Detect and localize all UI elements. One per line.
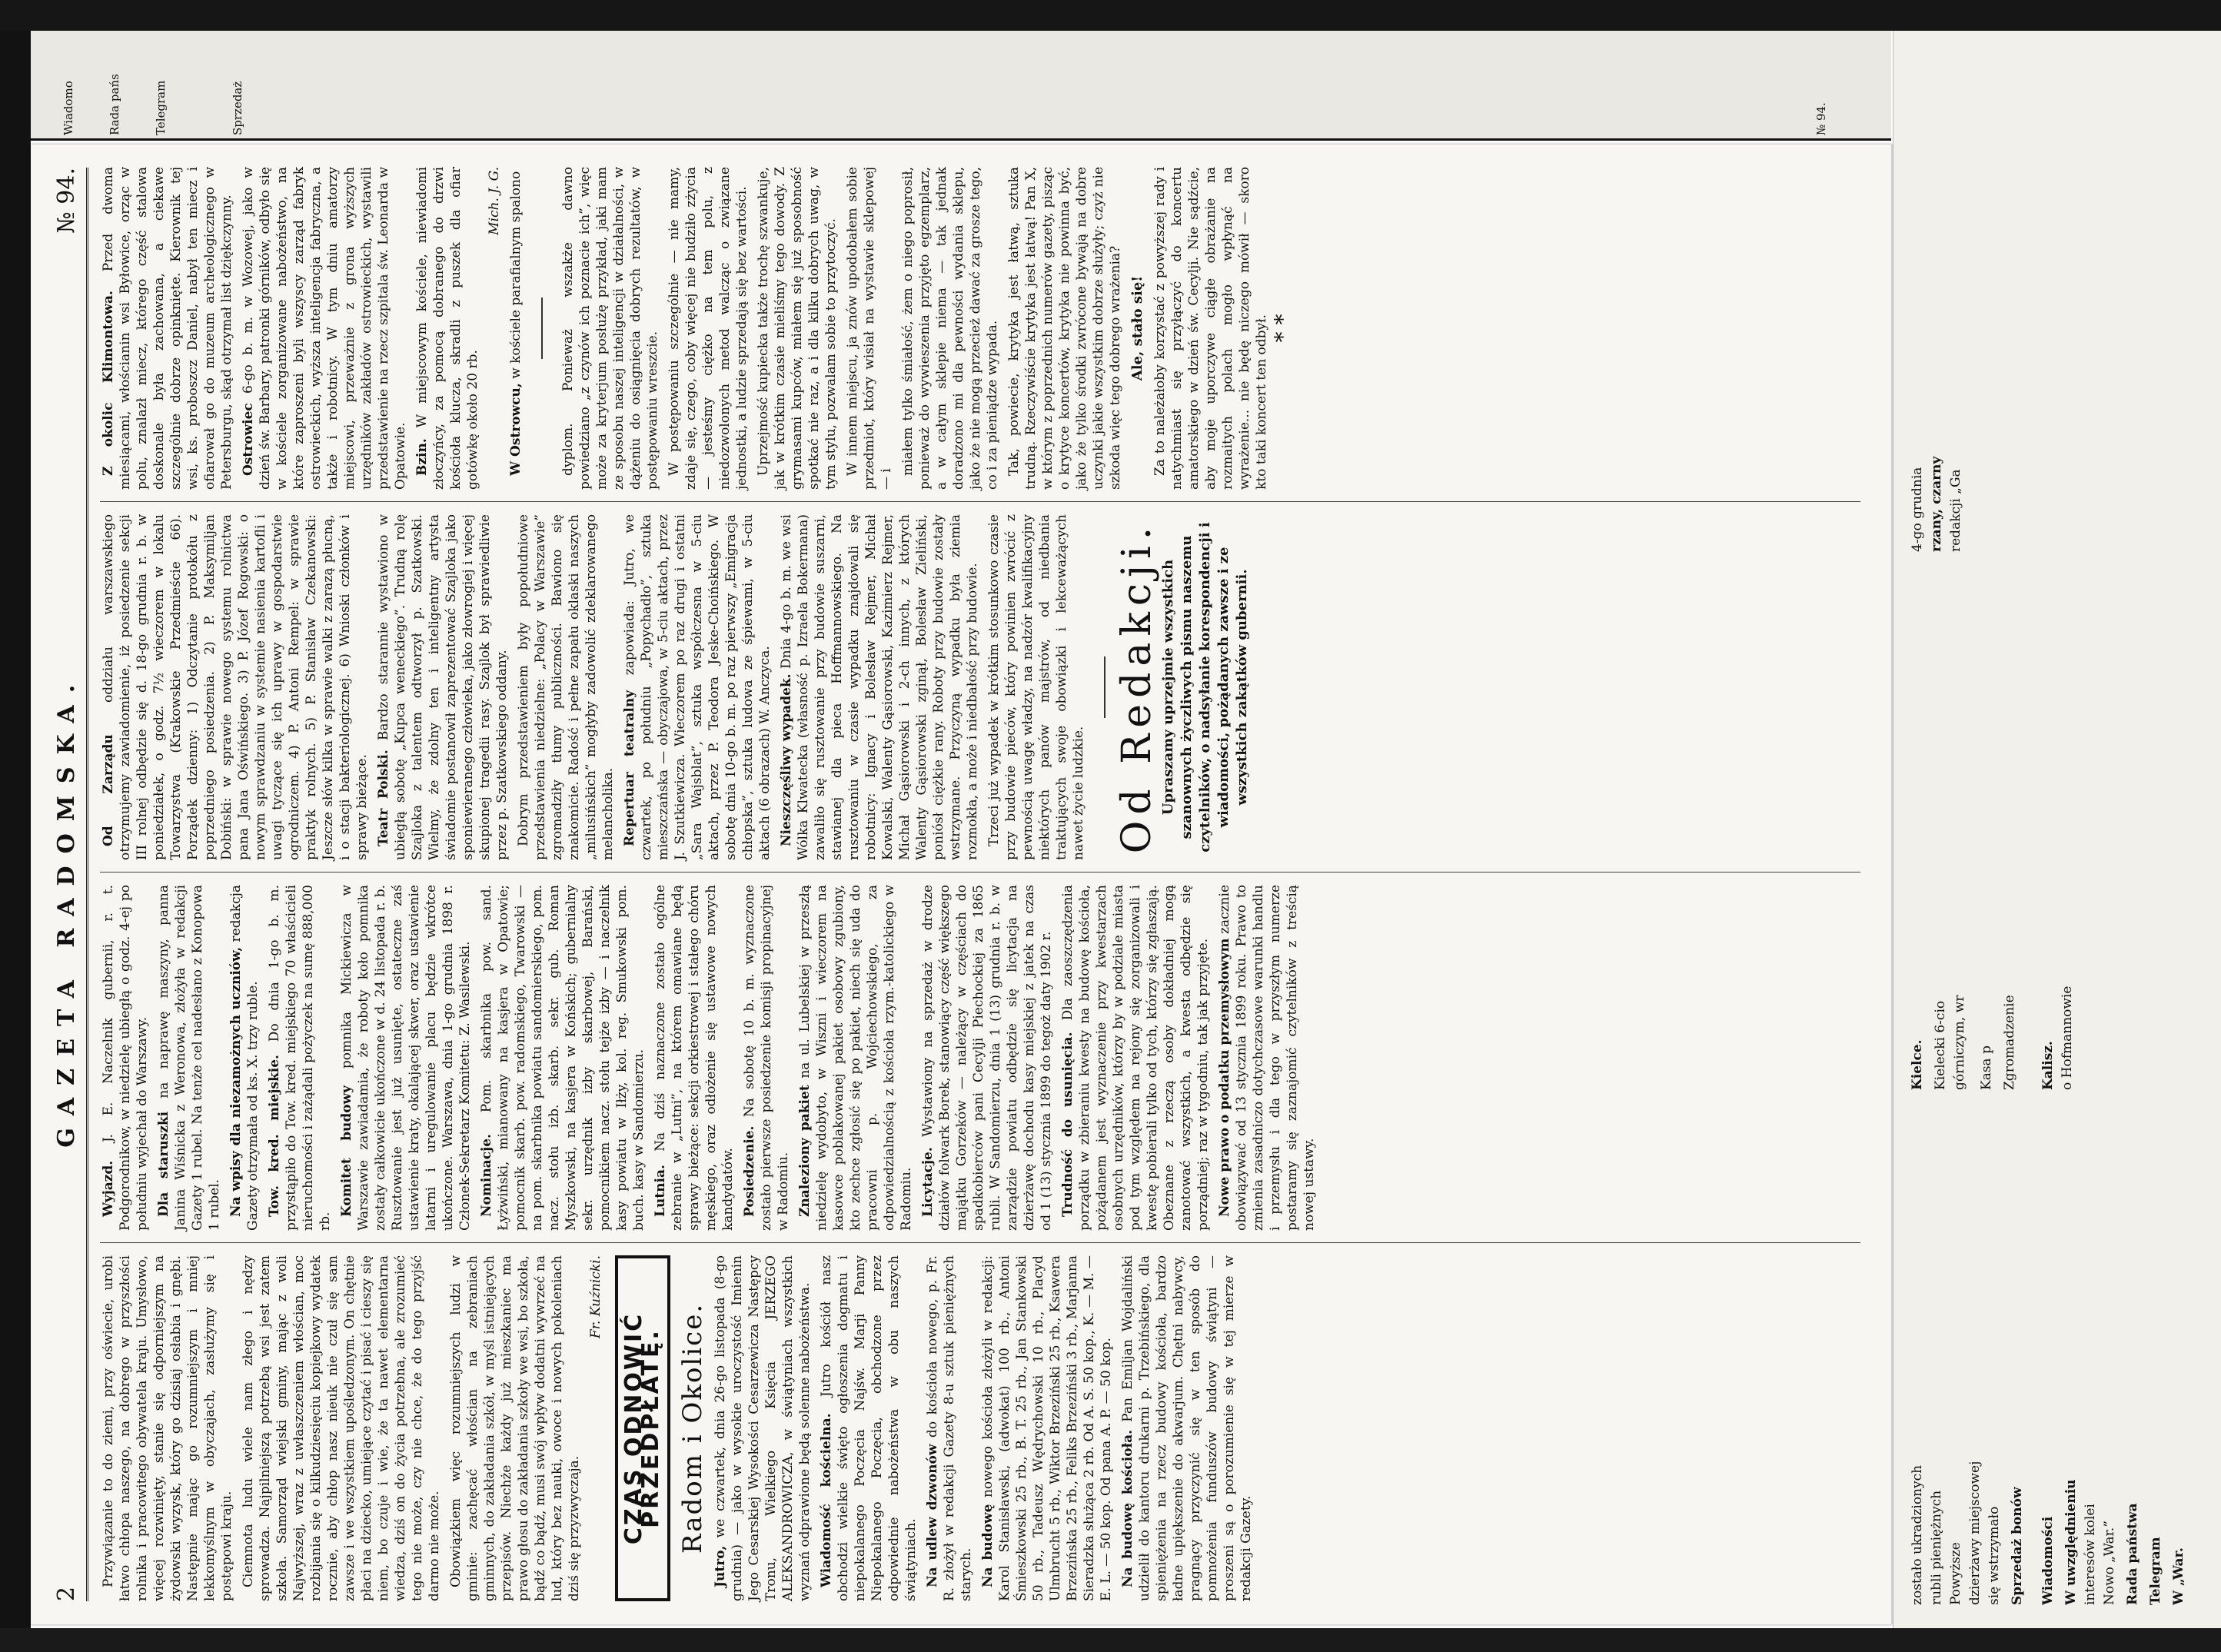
fragment-heading xyxy=(2009,1144,2026,1605)
paragraph: Ciemnota ludu wiele nam złego i nędzy sprowadza. Najpilniejszą potrzebą wsi jest zatem szkoła. Samorząd wiejski gminy, mając z woli Najwyższej, wraz z uwłaszczeniem włościan, moc rozbijania się o kilkudziesięciu kopiejkowy wydatek rocznie, aby chłop nasz nieuk nie czuł się sam zawsze i we wszystkiem upośledzonym. On chętnie płaci na dziecko, umiejące czytać i pisać i cieszy się niem, bo czuje i wie, że ta nawet elementarna wiedza, dziś on do życia potrzebna, ale zrozumieć tego nie może, czy nie chce, że do tego przyjść darmo nie może. xyxy=(241,1255,442,1601)
column-2 xyxy=(100,877,1860,1238)
issue-number: № 94. xyxy=(52,168,80,234)
fragment-line: interesów kolei xyxy=(2083,1504,2098,1605)
paragraph: Uprzejmość kupiecka także trochę szwankuje, jak w krótkim czasie mieliśmy tego dowody. Z grymasami kupców, miałem się już sposobność spotkać nie raz, a i dla kilku dobrych uwag, w tym stylu, pozwalam sobie to przytoczyć. xyxy=(756,167,839,490)
news-item xyxy=(818,1255,919,1601)
fragment-line: Kasa p xyxy=(1979,1045,1994,1090)
fragment-line: Kielecki 6-cio xyxy=(1933,1000,1948,1090)
paragraph: W innem miejscu, ja znów upodobałem sobie przedmiot, który wisiał na wystawie sklepowej — i xyxy=(845,167,894,490)
news-item xyxy=(100,885,151,1231)
paragraph: Obowiązkiem więc rozumniejszych ludzi w gminie: zachęcać włościan na zebraniach gminnych, do zakładania szkół, w myśl istniejących przepisów. Niechże każdy już mieszkaniec ma prawo głosu do zakładania szkoły we wsi, bo szkoła, bądź co bądź, musi swój wpływ dodatni wywrzeć na lud, który bez nauki, owoce i nowych pokoleniach dziś się przyzwyczaja. xyxy=(448,1255,582,1601)
news-lead: Wiadomość kościelna. xyxy=(819,1413,834,1587)
news-text: na naprawę maszyny, panna Janina Wiśnicka z Weronowa, złożyła w redakcji Gazety 1 rubel. Na tenże cel nadesłano z Konopowa 1 rubel. xyxy=(156,885,222,1231)
news-item xyxy=(338,885,474,1231)
fragment-heading xyxy=(2063,1144,2080,1605)
news-item xyxy=(924,1255,975,1601)
news-lead: Dla staruszki xyxy=(156,1111,171,1217)
news-text: Dla zaoszczędzenia porządku w zbieraniu kwesty na budowę kościoła, pożądanem jest wyznaczenie przy kwestarzach osobnych urzędników, którzy by w podziale miasta pod tym względem na rejony się zorganizowali i kwestę pobierali tylko od tych, którzy się zgłaszają. Obeznane z rzeczą osoby dokładniej mogą zanotować wszystkich, a kwesta odbędzie się porządniej; raz w tygodniu, tak jak przyjęte. xyxy=(1060,884,1211,1231)
prev-page-line: Wiadomo xyxy=(62,81,75,135)
news-text: Przed dwoma miesiącami, włościanin wsi Byłowice, orząc w polu, znalazł miecz, którego część stalowa doskonale była zachowana, a ciekawe szczególnie dobrze opinknięte. Kierownik tej wsi, ks. proboszcz Daniel, nabył ten miecz i ofiarował go do muzeum archeologicznego w Petersburgu, skąd otrzymał list dziękczynny. xyxy=(101,167,234,490)
column-1 xyxy=(100,1248,1860,1609)
news-text: Jutro kościół nasz obchodzi wielkie święto ogłoszenia dogmatu i niepokalanego Poczęcia Najśw. Marji Panny Niepokalanego Poczęcia, obchodzone przez odpowiednie nabożeństwa w obu naszych świątyniach. xyxy=(819,1255,919,1601)
news-text: nowego kościoła złożyli w redakcji: Karol Stanisławski, (adwokat) 100 rb., Antoni Śmieszkowski 25 rb., B. T. 25 rb., Jan Stankowski 50 rb., Tadeusz Wędrychowski 10 rb., Placyd Ulmbrucht 5 rb., Wiktor Brzeziński 25 rb., Ksawera Brzezińska 25 rb., Feliks Brzeziński 3 rb., Marjanna Sieradzka służąca 2 rb. Od A. S. 50 kop., K. — M. — E. L. — 50 kop. Od pana A. P. — 50 kop. xyxy=(980,1255,1114,1601)
news-item xyxy=(240,167,409,490)
news-text: W miejscowym kościele, niewiadomi złoczyńcy, za pomocą dobranego do drzwi kościoła klucza, skradli z puszek dla ofiar gotówkę około 20 rb. xyxy=(414,167,480,490)
fragment-bold: Wiadomości xyxy=(2040,1516,2056,1605)
scanner-edge-top xyxy=(0,0,2221,31)
news-lead: Na udlew dzwonów xyxy=(925,1444,940,1587)
fragment-bold: W uwzględnieniu xyxy=(2063,1479,2079,1605)
scanner-edge-left xyxy=(0,0,31,1652)
news-text: J. E. Naczelnik gubernii, r. t. Podgorodnikow, w niedzielę ubiegłą o godz. 4-ej po południu wyjechał do Warszawy. xyxy=(101,885,150,1231)
fragment-bold: Sprzedaż bonów xyxy=(2010,1487,2025,1605)
fragment-line: 4-go grudnia xyxy=(1910,467,1925,552)
news-lead: Znaleziony pakiet xyxy=(797,1085,813,1217)
newspaper-page xyxy=(31,145,1893,1624)
news-item xyxy=(507,167,524,490)
news-text: 6-go b. m. w Wozowej, jako w dzień św. Barbary, patronki górników, odbyło się w kościele zorganizowane nabożeństwo, na które zaproszeni byli wszyscy zarząd fabryk ostrowieckich, wyższa inteligencja fabryczna, a także i robotnicy. W tym dniu amatorzy miejscowi, przeważnie z grona wyższych urzędników zakładów ostrowieckich, wystawili przedstawienie na rzecz szpitala św. Leonarda w Opatowie. xyxy=(241,167,408,490)
news-item xyxy=(621,514,773,860)
news-text: we czwartek, dnia 26-go listopada (8-go grudnia) — jako w wysokie uroczystość Imienin Jego Cesarskiej Wysokości Cesarzewicza Następcy Tronu, Wielkiego Księcia JERZEGO ALEKSANDROWICZA, w świątyniach wszystkich wyznań odprawione będą solenne nabożeństwa. xyxy=(713,1255,813,1601)
news-lead: Na budowę kościoła. xyxy=(1120,1429,1135,1587)
fragment-line: Nowo „War.” xyxy=(2102,1521,2117,1605)
news-lead: Komitet budowy xyxy=(339,1085,354,1217)
news-text: zapowiada: Jutro, we czwartek, po południu „Popychadło”, sztuka mieszczańska — obyczajowa, w 5-ciu aktach, przez J. Szutkiewicza. Wieczorem po raz drugi i ostatni „Sara Wajsblat”, sztuka współczesna w 5-ciu aktach, przez P. Teodora Jeske-Choińskiego. W sobotę dnia 10-go b. m. po raz pierwszy „Emigracja chłopska”, sztuka ludowa ze śpiewami, w 5-ciu aktach (6 obrazach) W. Anczyca. xyxy=(622,514,773,860)
news-lead: Wyjazd. xyxy=(101,1160,116,1217)
news-lead: Trudność do usunięcia. xyxy=(1060,1032,1076,1217)
fragment-heading xyxy=(2170,1144,2187,1605)
masthead-title: GAZETA RADOMSKA. xyxy=(52,672,80,1148)
signature: Fr. Kuźnicki. xyxy=(588,1255,603,1339)
news-item xyxy=(1059,885,1212,1231)
signature: Mich. J. G. xyxy=(487,167,502,235)
fragment-heading xyxy=(2124,1144,2141,1605)
masthead xyxy=(46,168,88,1601)
fragment-bold: Rada państwa xyxy=(2125,1503,2140,1605)
news-item xyxy=(796,885,915,1231)
fragment-line: o Hofmannowie xyxy=(2060,986,2075,1090)
column-rule xyxy=(100,872,1860,873)
news-item xyxy=(712,1255,813,1601)
paragraph: Dobrym przedstawieniem były popołudniowe przedstawienia niedzielne: „Polacy w Warszawie” zgromadziły tłumy publiczności. Bawiono się znakomicie. Radość i pełne zapału oklaski naszych „milusińskich” mogłyby zadowolić zdeklarowanego melancholika. xyxy=(516,514,616,860)
paragraph: miałem tylko śmiałość, żem o niego poprosił, ponieważ do wywieszenia przyjęto egzemplarz, a w całym sklepie niema — tak jednak doradzono mi dla pewności wydania sklepu, jako że nie mogą przecież dawać za grosze tego, co i za pieniądze wypada. xyxy=(900,167,1000,490)
news-item xyxy=(478,885,647,1231)
fragment-heading xyxy=(2147,1144,2164,1605)
fragment-line: rubli pieniężnych xyxy=(1929,1490,1944,1605)
column-3 xyxy=(100,507,1860,868)
news-lead: Licytacje. xyxy=(920,1147,936,1217)
news-lead: Na wpisy dla niezamożnych uczniów, xyxy=(228,946,244,1217)
prev-page-line: Rada pańs xyxy=(108,74,121,135)
news-item xyxy=(919,885,1055,1231)
news-lead: Od Zarządu xyxy=(101,734,116,846)
news-text: redakcja Gazety otrzymała od ks. X. trzy ruble. xyxy=(228,885,261,1231)
news-item xyxy=(100,167,235,490)
paragraph: Trzeci już wypadek w krótkim stosunkowo czasie przy budowie pieców, który powinien zwrócić z pewnością uwagę władzy, na nadzór kwalifikacyjny niektórych panów majstrów, od niedbania traktujących swoje obowiązki i lekceważących nawet życie ludzkie. xyxy=(986,514,1086,860)
news-lead: Na budowę xyxy=(980,1504,996,1587)
fragment-bold: Telegram xyxy=(2148,1537,2163,1605)
fragment-heading xyxy=(1909,629,1926,1090)
news-text: na ul. Lubelskiej w przeszłą niedzielę wydobyto, w Wiszni i wieczorem na kasowce poblakowanej pakiet osobowy zgubiony, kto zechce zgłosić się po pakiet, niech się uda do pracowni p. Wojciechowskiego, za odpowiedzialnością z kościoła rzym.-katolickiego w Radomiu. xyxy=(797,885,914,1231)
fragment-line: dzierżawy miejscowej xyxy=(1967,1461,1983,1605)
news-text: Pan Emiljan Wojdaliński udzielił do kantoru drukarni p. Trzebińskiego, dla spieniężenia na rzecz budowy kościoła, bardzo ładne upiększenie do akwarjum. Chętni nabywcy, pragnący przyczynić się w ten sposób do pomnożenia funduszów budowy świątyni — proszeni są o porozumienie się w tej mierze w redakcji Gazety. xyxy=(1120,1255,1254,1601)
news-item xyxy=(414,167,481,490)
paragraph: Za to należałoby korzystać z powyższej rady i natychmiast się przyłączyć do koncertu amatorskiego w dzień św. Cecylji. Nie sądźcie, aby moje uporczywe ciągłe obrażanie na rozmaitych polach mogło wpłynąć na wyrażenie... nie będę niczego mówił — skoro kto taki koncert ten odbył. xyxy=(1152,167,1269,490)
news-item xyxy=(266,885,334,1231)
page-number: 2 xyxy=(52,1586,80,1601)
fragment-heading xyxy=(1928,91,1945,552)
prev-page-line: Sprzedaż xyxy=(231,81,244,135)
previous-page-strip xyxy=(31,31,1891,141)
news-text: zacznie obowiązywać od 13 stycznia 1899 roku. Prawo to zmienia zasadniczo dotychczasowe warunki handlu i przemysłu i dla tego w przyszłym numerze postaramy się zaznajomić czytelników z treścią nowej ustawy. xyxy=(1217,885,1317,1231)
news-item xyxy=(375,514,510,860)
fragment-line: się wstrzymało xyxy=(1987,1506,2002,1605)
news-item xyxy=(778,514,981,860)
news-item xyxy=(1216,885,1318,1231)
fragment-bold: W „War. xyxy=(2171,1547,2186,1605)
editorial-heading: Od Redakcji. xyxy=(1114,520,1160,854)
column-rule xyxy=(100,501,1860,502)
paragraph: Tak, powiecie, krytyka jest łatwą, sztuka trudną. Rzeczywiście krytyka jest łatwą! Pan X, w którym z poprzednich numerów gazety, pisząc o krytyce koncertów, krytyka nie powinna być, jako że tylko środki zwrócone bywają na dobre uczynki jakie wszystkim dobrze służyły; czyż nie szkoda więc tego dobrego wrażenia? xyxy=(1006,167,1123,490)
fragment-bold: rzany, czarny xyxy=(1929,456,1944,552)
fragment-line: górniczym, wr xyxy=(1952,995,1967,1090)
news-lead: Nowe prawo o podatku przemysłowym xyxy=(1217,938,1232,1217)
news-lead: W Ostrowcu, xyxy=(508,383,524,476)
paragraph: W postępowaniu szczególnie — nie mamy, zdaje się, czego, coby więcej nie budziło zżycia — jesteśmy ciężko na tem polu, z niedozwolonych metod walcząc o związane jednostki, a ludzie sprzedają się bez wartości. xyxy=(667,167,750,490)
divider xyxy=(1104,656,1106,718)
divider xyxy=(541,297,543,359)
news-item xyxy=(741,885,792,1231)
fragment-bold: Kalisz. xyxy=(2040,1041,2056,1090)
news-item xyxy=(979,1255,1115,1601)
news-item xyxy=(100,514,371,860)
news-lead: Nominacje. xyxy=(479,1134,494,1217)
fragment-line: Zgromadzenie xyxy=(2002,995,2017,1090)
news-text: pomnika Mickiewicza w Warszawie zawiadamia, że roboty koło pomnika zostały całkowicie ukończone w d. 24 listopada r. b. Rusztowanie jest już usunięte, ostateczne zaś ustawienie kraty, okalającej skwer, oraz ustawienie latarni i uregulowanie placu będzie wkrótce ukończone. Warszawa, dnia 1-go grudnia 1898 r. Członek-Sekretarz Komitetu: Z. Wasilewski. xyxy=(339,885,473,1231)
paragraph: Przywiązanie to do ziemi, przy oświecie, urobi łatwo chłopa naszego, na dobrego w przyszłości rolnika i pracowitego obywatela kraju. Umysłowo, więcej rozwinięty, stanie się odporniejszym na żydowski wyzysk, który go dzisiaj osłabia i gnębi. Następnie mając go rozumniejszym i mniej lekkomyślnym w obyczajach, zasłużymy się i postępowi kraju. xyxy=(101,1255,234,1601)
fragment-line: Powyższe xyxy=(1948,1542,1963,1605)
news-text: oddziału warszawskiego otrzymujemy zawiadomienie, iż posiedzenie sekcji III rolnej odbędzie się d. 18-go grudnia r. b. w poniedziałek, o godz. 7½ wieczorem w lokalu Towarzystwa (Krakowskie Przedmieście 66). Porządek dzienny: 1) Odczytanie protokółu z poprzedniego posiedzenia. 2) P. Maksymiljan Dobiński: w sprawie nowego systemu rolnictwa pana Jana Oświńskiego. 3) P. Józef Rogowski: o nowym sprawdzaniu w systemie nasienia kartofli i uwagi tyczące się ich uprawy w gospodarstwie ogrodniczem. 4) P. Antoni Rempel: w sprawie praktyk rolnych. 5) P. Stanisław Czekanowski: Jeszcze słów kilka w sprawie walki z zarazą płucną, i o stacji bakteriologicznej. 6) Wnioski członków i sprawy bieżące. xyxy=(101,514,370,860)
news-lead: Bzin. xyxy=(414,438,430,476)
news-lead: Z okolic Klimontowa. xyxy=(101,291,116,476)
news-lead: Tow. kred. miejskie. xyxy=(267,1055,282,1217)
news-item xyxy=(652,885,736,1231)
column-4 xyxy=(100,159,1860,497)
fragment-heading xyxy=(2040,1144,2056,1605)
news-text: Wystawiony na sprzedaż w drodze działów folwark Borek, stanowiący część większego majątku Gorzeków — należący w częściach do spadkobierców pani Cecylji Piechockiej za 1865 rubli. W Sandomierzu, dnia 1 (13) grudnia r. b. w zarządzie powiatu odbędzie się licytacja na dzierżawę dochodu kasy miejskiej z jatek na czas od 1 (13) stycznia 1899 do tegoż daty 1902 r. xyxy=(920,884,1054,1231)
news-lead: Lutnia. xyxy=(653,1165,668,1217)
prev-page-line: Telegram xyxy=(154,80,168,135)
news-item xyxy=(155,885,223,1231)
stars-separator: * * xyxy=(1270,314,1295,343)
news-lead: Ostrowiec xyxy=(241,403,256,476)
news-lead: Posiedzenie. xyxy=(742,1125,757,1217)
editorial-notice: Upraszamy uprzejmie wszystkich szanownych życzliwych pismu naszemu czytelników, o nadsyłanie korespondencji i wiadomości, pożądanych zawsze i ze wszystkich zakątków gubernii. xyxy=(1160,522,1250,853)
fragment-bold: Kielce. xyxy=(1910,1039,1925,1090)
next-page-fragment xyxy=(1893,31,2221,1628)
news-lead: Nieszczęśliwy wypadek. xyxy=(779,673,794,846)
news-lead: Teatr Polski. xyxy=(376,750,391,846)
section-heading: Radom i Okolice. xyxy=(677,1302,708,1554)
fragment-line: zostało ukradzionych xyxy=(1910,1464,1925,1605)
news-item xyxy=(1119,1255,1255,1601)
fragment-line: redakcji „Ga xyxy=(1948,469,1963,552)
fragment-heading xyxy=(2040,629,2056,1090)
news-lead: Repertuar teatralny xyxy=(622,690,637,846)
column-rule xyxy=(100,1242,1860,1243)
news-text: Bardzo starannie wystawiono w ubiegłą sobotę „Kupca weneckiego”. Trudną rolę Szajloka z talentem odtworzył p. Szatkowski. Wielmy, że zdolny ten i inteligentny artysta świadomie postanowił zaprezentować Szajloka jako sponiewieranego człowieka, jako złowrogiej i więcej skupionej tragedii rasy. Szajlok był sprawiedliwie przez p. Szatkowskiego oddany. xyxy=(376,514,510,860)
subscription-banner: CZAS ODNOWIĆ PRZEDPŁATĘ. xyxy=(615,1255,670,1601)
paragraph: dyplom. Ponieważ wszakże dawno powiedziano „z czynów ich poznacie ich”, więc może za kryterjum posłużę przykład, jaki mam ze sposobu naszej inteligencji w działalności, w dążeniu do osiągnięcia dobrych rezultatów, w postępowaniu wreszcie. xyxy=(560,167,660,490)
news-text: Dnia 4-go b. m. we wsi Wólka Klwatecka (własność p. Izraela Bokermana) zawaliło się rusztowanie przy budowie suszarni, stawianej dla pieca Hoffmannowskiego. Na rusztowaniu w czasie wypadku znajdowali się robotnicy: Ignacy i Bolesław Rejmer, Michał Kowalski, Walenty Gąsiorowski, Kazimierz Rejmer, Michał Gąsiorowski i 2-ch innych, z których Walenty Gąsiorowski zginął, Bolesław Zieliński, poniósł ciężkie rany. Roboty przy budowie zostały wstrzymane. Przyczyną wypadku była ziemia rozmokła, a może i niedbałość przy budowie. xyxy=(779,514,980,860)
news-text: w kościele parafialnym spalono xyxy=(508,171,524,379)
exclamation: Ale, stało się! xyxy=(1129,275,1145,381)
news-item xyxy=(228,885,261,1231)
news-lead: Jutro, xyxy=(713,1545,728,1587)
news-text: Na sobotę 10 b. m. wyznaczone zostało pierwsze posiedzenie komisji propinacyjnej w Radomiu. xyxy=(742,885,791,1231)
news-text: do kościoła nowego, p. Fr. R. złożył w redakcji Gazety 8-u sztuk pieniężnych starych. xyxy=(925,1255,974,1601)
news-text: Na dziś naznaczone zostało ogólne zebranie w „Lutni”, na którem omawiane będą sprawy bieżące: sekcji orkiestrowej i stałego chóru męskiego, oraz odłożenie się ustawowe nowych kandydatów. xyxy=(653,884,736,1231)
scanner-edge-bottom xyxy=(0,1628,2221,1652)
prev-page-line: № 94. xyxy=(1814,102,1828,135)
news-text: Pom. skarbnika pow. sand. Łyżwiński, mianowany na kasjera w Opatowie; pomocnik skarb. pow. radomskiego, Twarowski — na pom. skarbnika powiatu sandomierskiego, pom. nacz. stołu izb. skarb. sekr. gub. Roman Myszkowski, na kasjera w Końskich; gubernialny sekr. urzędnik izby skarbowej, Barański, pomocnikiem nacz. stołu tejże izby — i naczelnik kasy powiatu w Iłży, kol. reg. Smukowski pom. buch. kasy w Sandomierzu. xyxy=(479,885,647,1231)
news-text: Do dnia 1-go b. m. przystąpiło do Tow. kred. miejskiego 70 właścicieli nieruchomości i zażądali pożyczek na sumę 888,000 rb. xyxy=(267,884,333,1231)
